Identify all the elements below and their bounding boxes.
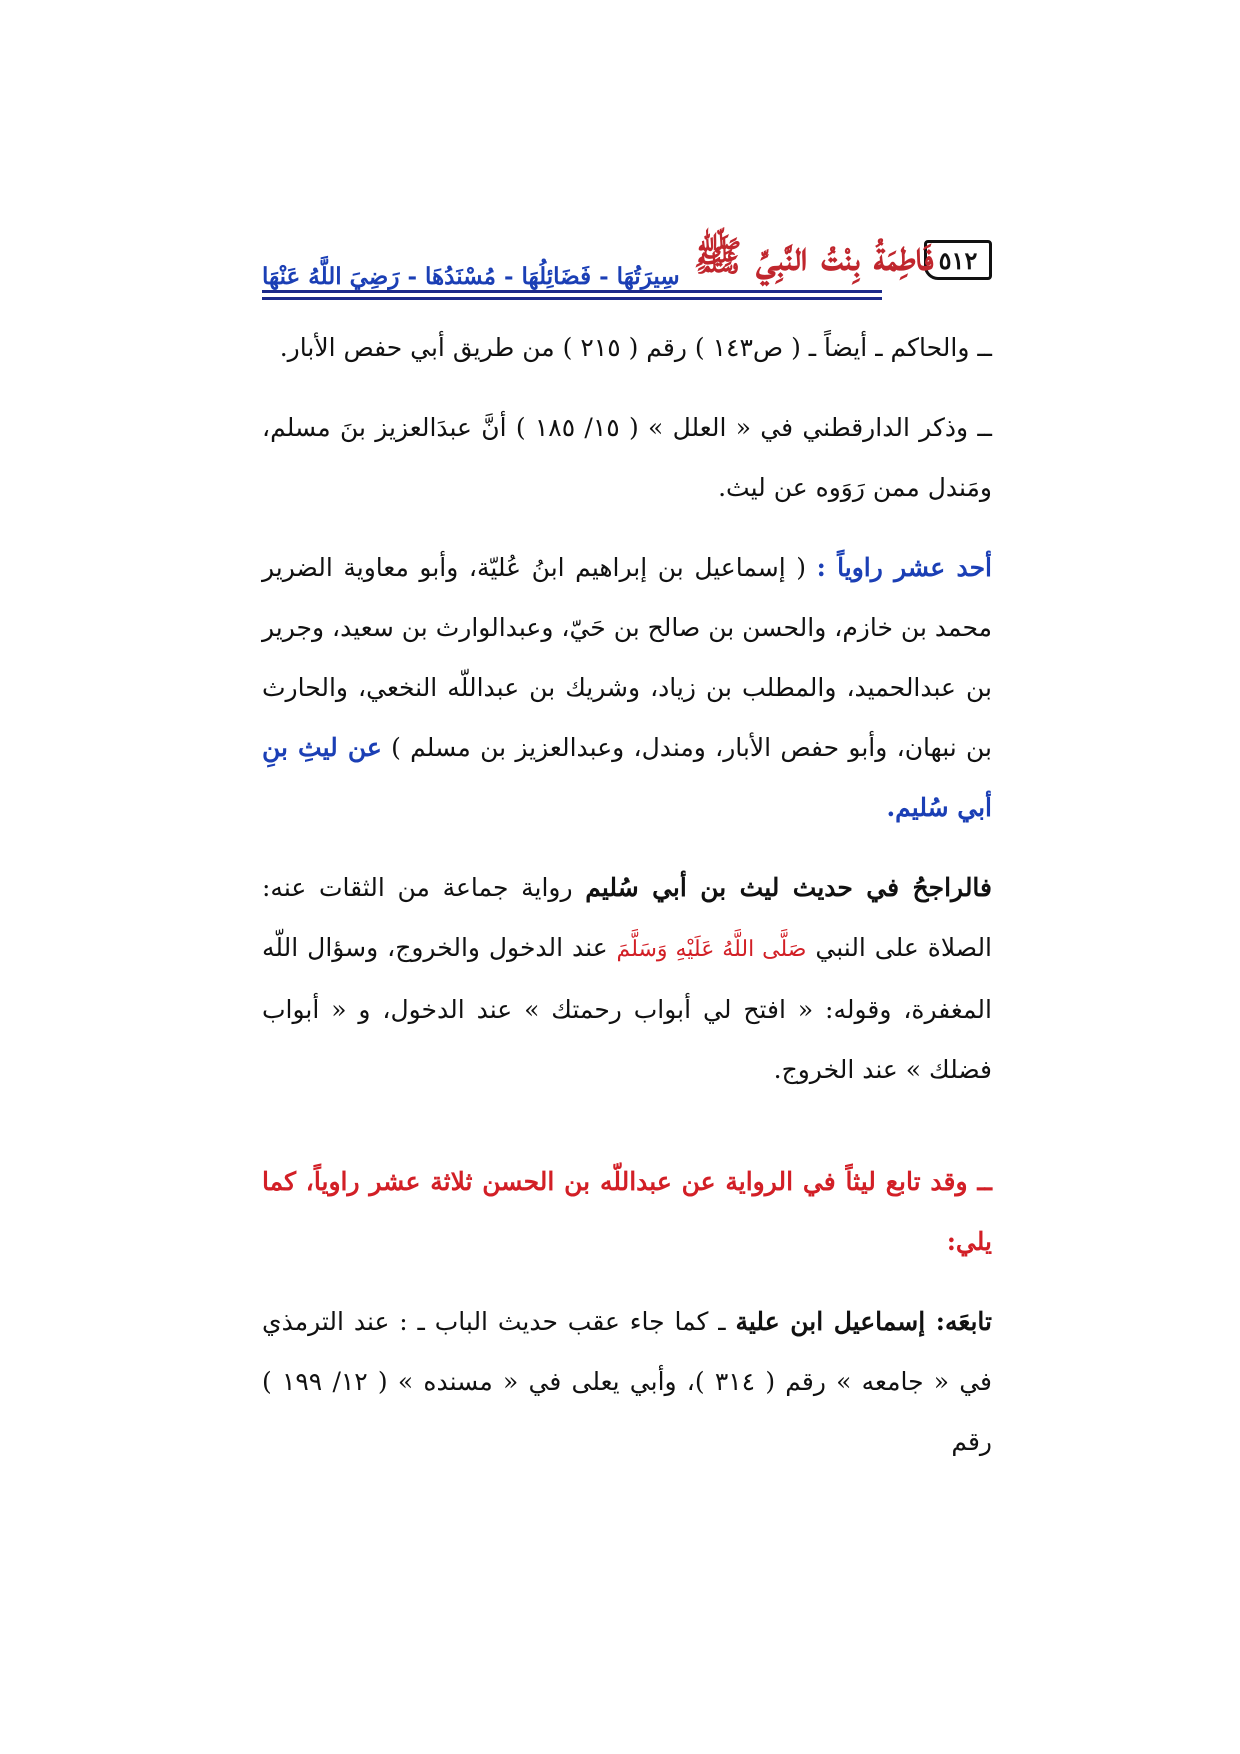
paragraph-conclusion bbox=[262, 858, 992, 1100]
follow-up-lead: تابعَه: إسماعيل ابن علية bbox=[735, 1307, 992, 1336]
paragraph-eleven-narrators bbox=[262, 538, 992, 838]
narrators-tail: عن ليثِ بنِ أبي سُليم. bbox=[262, 733, 992, 822]
book-title-subtitle: سِيرَتُهَا - فَضَائِلُهَا - مُسْنَدُهَا - رَضِيَ اللَّهُ عَنْهَا bbox=[262, 263, 680, 290]
book-title-main: فَاطِمَةُ بِنْتُ النَّبِيِّ ﷺ bbox=[693, 233, 934, 280]
eleven-narrators-label: أحد عشر راوياً : bbox=[816, 553, 992, 582]
section-heading-thirteen-narrators: ــ وقد تابع ليثاً في الرواية عن عبداللّه بن الحسن ثلاثة عشر راوياً، كما يلي: bbox=[262, 1167, 992, 1256]
narrators-list: ( إسماعيل بن إبراهيم ابنُ عُليّة، وأبو معاوية الضرير محمد بن خازم، والحسن بن صالح بن حَيّ، وعبدالوارث بن سعيد، وجرير بن عبدالحميد، والمطلب بن زياد، وشريك بن عبداللّه النخعي، والحارث بن نبهان، وأبو حفص الأبار، ومندل، وعبدالعزيز بن مسلم ) bbox=[262, 553, 992, 762]
paragraph-daraqutni: ــ وذكر الدارقطني في « العلل » ( ١٥/ ١٨٥ ) أنَّ عبدَالعزيز بنَ مسلم، ومَندل ممن رَوَوه عن ليث. bbox=[262, 413, 992, 502]
page-body bbox=[262, 318, 992, 1472]
follow-up-text: ـ كما جاء عقب حديث الباب ـ : عند الترمذي في « جامعه » رقم ( ٣١٤ )، وأبي يعلى في « مسنده » ( ١٢/ ١٩٩ ) رقم bbox=[262, 1307, 992, 1456]
conclusion-lead: فالراجحُ في حديث ليث بن أبي سُليم bbox=[585, 873, 992, 902]
conclusion-text-1: رواية جماعة من الثقات عنه: الصلاة على النبي bbox=[262, 873, 993, 962]
page-number: ٥١٢ bbox=[938, 245, 978, 275]
page-header bbox=[262, 204, 992, 300]
header-rule-bottom bbox=[262, 297, 882, 300]
book-title bbox=[262, 204, 934, 302]
header-rule-top bbox=[262, 290, 882, 293]
paragraph-hakim: ــ والحاكم ـ أيضاً ـ ( ص١٤٣ ) رقم ( ٢١٥ ) من طريق أبي حفص الأبار. bbox=[279, 333, 992, 362]
conclusion-text-2: عند الدخول والخروج، وسؤال اللّه المغفرة، وقوله: « افتح لي أبواب رحمتك » عند الدخول، و « أبواب فضلك » عند الخروج. bbox=[262, 933, 992, 1084]
salawat-glyph: صَلَّى اللَّهُ عَلَيْهِ وَسَلَّمَ bbox=[616, 937, 807, 962]
page-number-box bbox=[924, 240, 992, 280]
paragraph-follow-up bbox=[262, 1292, 992, 1472]
